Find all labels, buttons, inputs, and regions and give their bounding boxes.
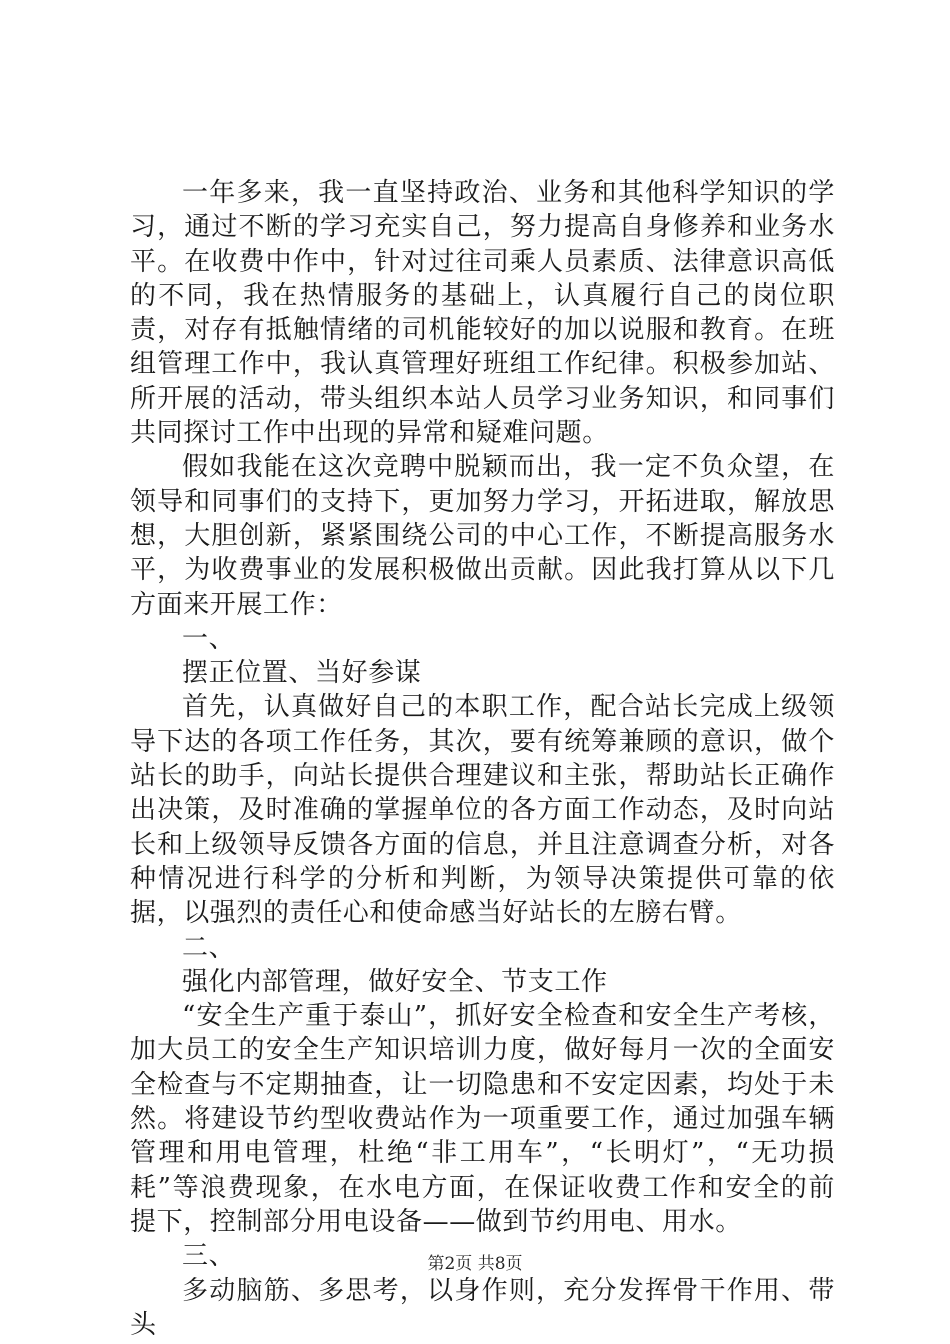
section-number-1: 一、 (182, 623, 236, 654)
document-body (130, 176, 835, 1342)
paragraph-commitment: 假如我能在这次竞聘中脱颖而出，我一定不负众望，在领导和同事们的支持下，更加努力学习，开拓进取，解放思想，大胆创新，紧紧围绕公司的中心工作，不断提高服务水平，为收费事业的发展积极做出贡献。因此我打算从以下几方面来开展工作： (130, 452, 835, 620)
paragraph-section-2: “安全生产重于泰山”，抓好安全检查和安全生产考核，加大员工的安全生产知识培训力度，做好每月一次的全面安全检查与不定期抽查，让一切隐患和不安定因素，均处于未然。将建设节约型收费站作为一项重要工作，通过加强车辆管理和用电管理，杜绝“非工用车”，“长明灯”，“无功损耗”等浪费现象，在水电方面，在保证收费工作和安全的前提下，控制部分用电设备——做到节约用电、用水。 (130, 1001, 835, 1237)
section-heading-2: 强化内部管理，做好安全、节支工作 (182, 966, 608, 997)
section-number-3: 三、 (182, 1241, 236, 1272)
section-heading-3: 多动脑筋、多思考，以身作则，充分发挥骨干作用、带头 (130, 1275, 835, 1340)
paragraph-section-1: 首先，认真做好自己的本职工作，配合站长完成上级领导下达的各项工作任务，其次，要有统筹兼顾的意识，做个站长的助手，向站长提供合理建议和主张，帮助站长正确作出决策，及时准确的掌握单位的各方面工作动态，及时向站长和上级领导反馈各方面的信息，并且注意调查分析，对各种情况进行科学的分析和判断，为领导决策提供可靠的依据，以强烈的责任心和使命感当好站长的左膀右臂。 (130, 692, 835, 929)
page-footer: 第2页 共8页 (427, 1254, 523, 1274)
section-heading-1: 摆正位置、当好参谋 (182, 658, 422, 689)
section-number-2: 二、 (182, 932, 236, 963)
paragraph-work-summary: 一年多来，我一直坚持政治、业务和其他科学知识的学习，通过不断的学习充实自己，努力提高自身修养和业务水平。在收费中作中，针对过往司乘人员素质、法律意识高低的不同，我在热情服务的基础上，认真履行自己的岗位职责，对存有抵触情绪的司机能较好的加以说服和教育。在班组管理工作中，我认真管理好班组工作纪律。积极参加站、所开展的活动，带头组织本站人员学习业务知识，和同事们共同探讨工作中出现的异常和疑难问题。 (130, 178, 835, 449)
